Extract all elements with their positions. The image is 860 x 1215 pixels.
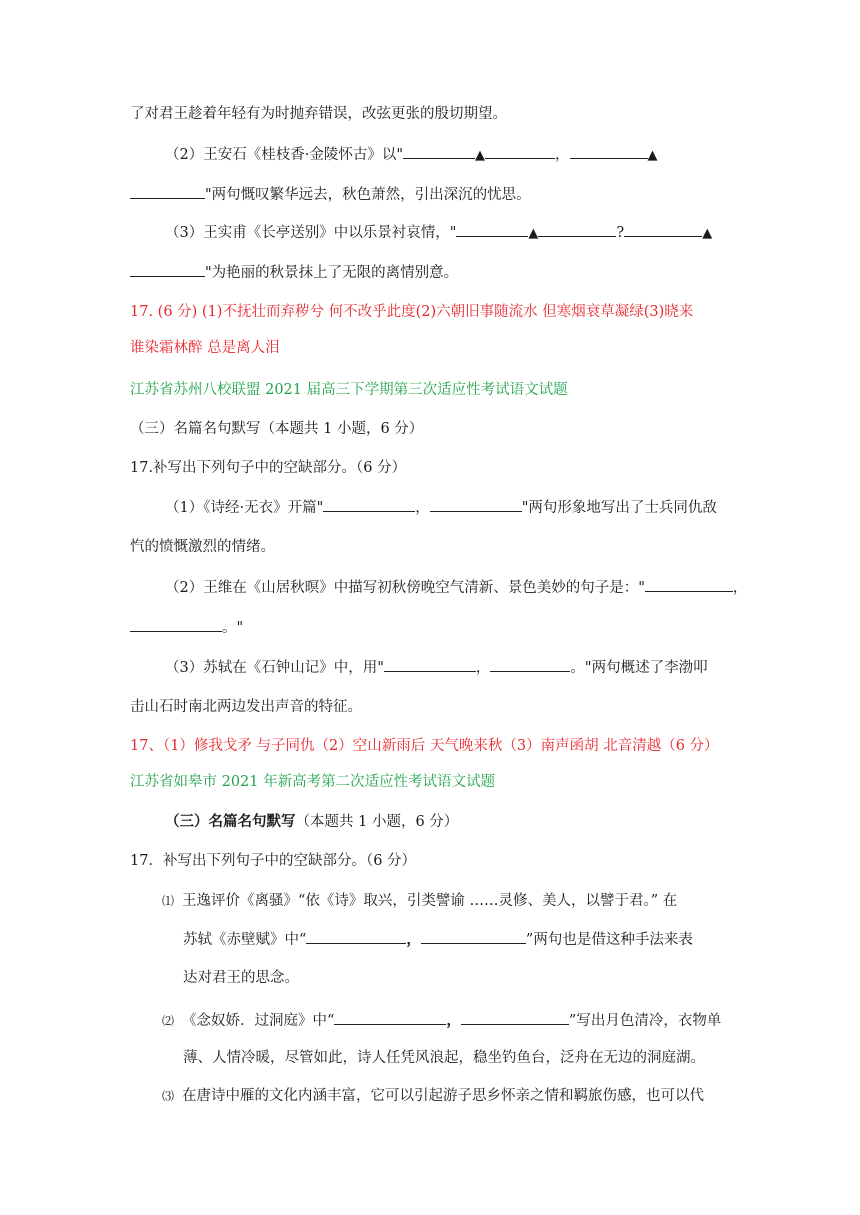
question-line: 击山石时南北两边发出声音的特征。 — [130, 699, 362, 715]
question-line: （2）王安石《桂枝香·金陵怀古》以" ▲ ， ▲ — [165, 144, 658, 166]
section-heading: （三）名篇名句默写（本题共 1 小题，6 分） — [165, 813, 459, 830]
question-line: 薄、人情冷暖，尽管如此，诗人任凭风浪起，稳坐钓鱼台，泛舟在无边的洞庭湖。 — [183, 1050, 705, 1066]
question-title: 17．补写出下列句子中的空缺部分。（6 分） — [130, 853, 417, 869]
answer-blank[interactable] — [624, 222, 702, 237]
question-line: ⑵ 《念奴娇．过洞庭》中“ ， ”写出月色清冷，衣物单 — [162, 1012, 722, 1029]
question-line: "两句慨叹繁华远去，秋色萧然，引出深沉的忧思。 — [130, 184, 531, 205]
triangle-icon: ▲ — [475, 148, 486, 163]
source-title: 江苏省苏州八校联盟 2021 届高三下学期第三次适应性考试语文试题 — [130, 382, 568, 398]
question-line: 达对君王的思念。 — [183, 970, 299, 986]
answer-blank[interactable] — [490, 657, 570, 672]
answer-blank[interactable] — [130, 184, 205, 199]
question-line: 苏轼《赤壁赋》中“ ， ”两句也是借这种手法来表 — [183, 931, 693, 948]
question-line: （3）苏轼在《石钟山记》中，用" ， 。"两句概述了李渤叩 — [165, 657, 708, 678]
question-line: ⑴ 王逸评价《离骚》“依《诗》取兴，引类譬谕 ……灵修、美人，以譬于君。” 在 — [162, 893, 678, 909]
text-line: 了对君王趁着年轻有为时抛弃错误，改弦更张的殷切期望。 — [130, 106, 507, 122]
answer-blank[interactable] — [323, 497, 415, 512]
answer-line: 17、（1）修我戈矛 与子同仇（2）空山新雨后 天气晚来秋（3）南声函胡 北音清越（6 分） — [130, 738, 719, 754]
source-title: 江苏省如皋市 2021 年新高考第二次适应性考试语文试题 — [130, 774, 496, 790]
answer-line: 17. (6 分) (1)不抚壮而弃秽兮 何不改乎此度(2)六朝旧事随流水 但寒烟衰草凝绿(3)晓来 — [130, 304, 694, 320]
answer-line: 谁染霜林醉 总是离人泪 — [130, 340, 280, 356]
answer-blank[interactable] — [130, 262, 205, 277]
answer-blank[interactable] — [430, 497, 522, 512]
answer-blank[interactable] — [570, 144, 648, 159]
triangle-icon: ▲ — [702, 226, 713, 241]
answer-blank[interactable] — [334, 1010, 446, 1025]
answer-blank[interactable] — [485, 144, 555, 159]
answer-blank[interactable] — [461, 1010, 569, 1025]
triangle-icon: ▲ — [528, 226, 539, 241]
section-heading: （三）名篇名句默写（本题共 1 小题，6 分） — [130, 421, 424, 437]
answer-blank[interactable] — [384, 657, 476, 672]
question-line: （3）王实甫《长亭送别》中以乐景衬哀情，" ▲ ? ▲ — [165, 222, 712, 244]
answer-blank[interactable] — [456, 222, 528, 237]
answer-blank[interactable] — [306, 929, 406, 944]
answer-blank[interactable] — [130, 617, 222, 632]
question-title: 17.补写出下列句子中的空缺部分。（6 分） — [130, 460, 407, 476]
question-line: （2）王维在《山居秋暝》中描写初秋傍晚空气清新、景色美妙的句子是：" ， — [165, 577, 747, 598]
triangle-icon: ▲ — [647, 148, 658, 163]
question-line: ⑶ 在唐诗中雁的文化内涵丰富，它可以引起游子思乡怀亲之情和羁旅伤感，也可以代 — [162, 1088, 704, 1104]
question-line: 忾的愤慨激烈的情绪。 — [130, 539, 275, 555]
question-line: （1）《诗经·无衣》开篇" ， "两句形象地写出了士兵同仇敌 — [165, 497, 717, 518]
question-line: "为艳丽的秋景抹上了无限的离情别意。 — [130, 262, 458, 283]
question-line: 。" — [130, 617, 243, 638]
answer-blank[interactable] — [538, 222, 616, 237]
answer-blank[interactable] — [645, 577, 733, 592]
answer-blank[interactable] — [403, 144, 475, 159]
answer-blank[interactable] — [421, 929, 526, 944]
